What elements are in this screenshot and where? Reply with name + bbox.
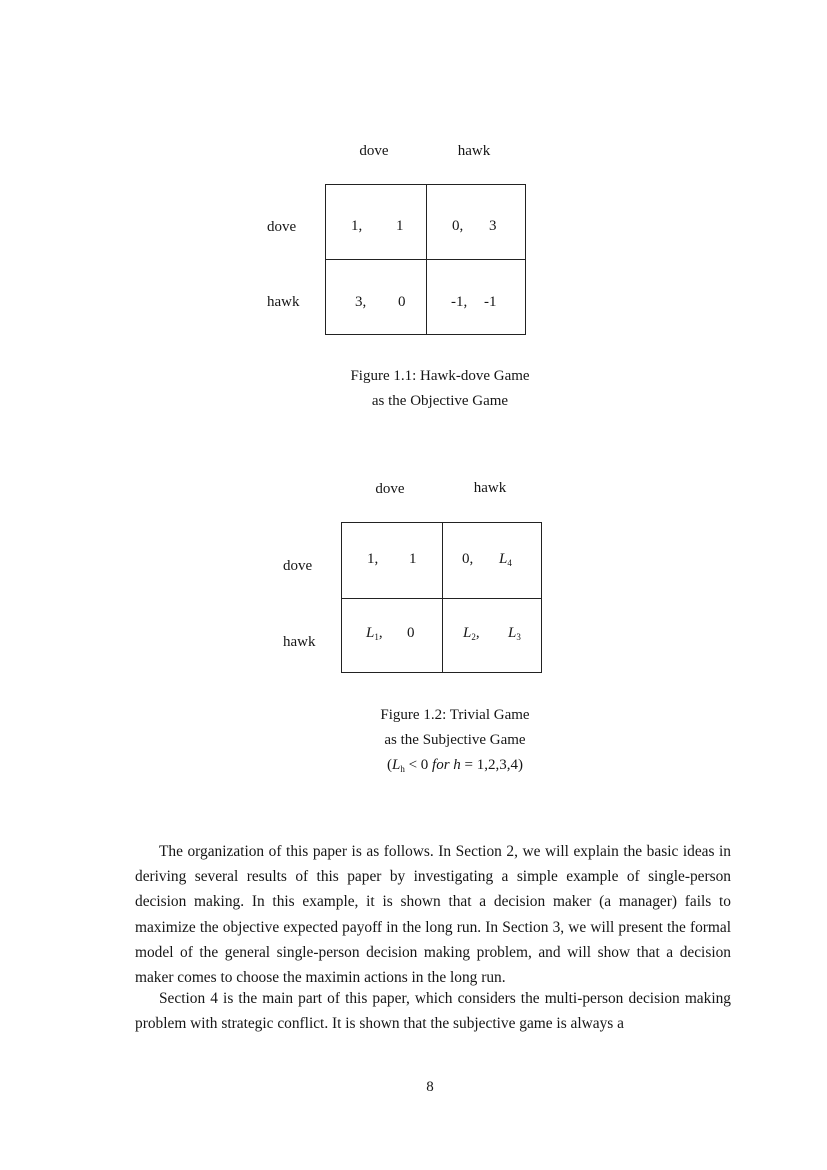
fig2-caption (305, 703, 605, 782)
body-paragraph-2 (135, 986, 731, 1036)
fig1-col-label-hawk: hawk (457, 143, 491, 159)
fig2-cell-dh-col-var: L (499, 551, 508, 567)
fig2-caption-line2: as the Subjective Game (384, 732, 526, 748)
fig2-cell-dh-row-payoff: 0, (462, 551, 474, 567)
fig1-cell-hh-row-payoff: -1, (451, 294, 468, 310)
fig2-cell-dd-row-payoff: 1, (367, 551, 379, 567)
fig1-col-label-dove: dove (359, 143, 389, 159)
body-paragraph-1 (135, 839, 731, 990)
fig2-cell-hd-row-comma: , (378, 625, 383, 641)
fig1-cell-hd-row-payoff: 3, (355, 294, 367, 310)
fig2-cell-dd-col-payoff: 1 (409, 551, 417, 567)
fig1-row-label-hawk: hawk (267, 294, 300, 310)
fig2-caption-line1: Figure 1.2: Trivial Game (380, 707, 530, 723)
fig2-cell-hh-row-comma: , (475, 625, 480, 641)
fig1-cell-hh-col-payoff: -1 (484, 294, 497, 310)
fig2-row-label-hawk: hawk (283, 634, 316, 650)
body-paragraph-2-text: Section 4 is the main part of this paper, which considers the multi-person decision making problem with strategic conflict. It is shown that the subjective game is always a (135, 990, 731, 1033)
fig2-col-label-hawk: hawk (473, 480, 507, 496)
fig1-cell-dh-col-payoff: 3 (489, 218, 497, 234)
body-paragraph-1-text: The organization of this paper is as follows. In Section 2, we will explain the basic ideas in deriving several results of this paper by investigating a simple example of single-person decision making. In this example, it is shown that a decision maker (a manager) fails to maximize the objective expected payoff in the long run. In Section 3, we will present the formal model of the general single-person decision making problem, and will show that a decision maker comes to choose the maximin actions in the long run. (135, 843, 731, 987)
fig2-caption-paren: ( (386, 757, 392, 773)
fig1-caption-line2: as the Objective Game (371, 393, 509, 409)
fig2-cell-dh-col-sub: 4 (507, 558, 512, 568)
fig2-cell-dh-col-payoff (499, 551, 512, 568)
fig2-cell-hd-row-payoff (366, 625, 383, 642)
fig1-caption (290, 364, 590, 414)
fig2-caption-h: h (449, 757, 461, 773)
fig2-cell-hh-col-payoff (508, 625, 521, 642)
fig1-row-label-dove: dove (267, 219, 297, 235)
fig2-payoff-matrix (341, 522, 542, 673)
fig2-cell-hd-row-var: L (366, 625, 375, 641)
fig2-matrix-hdivider (342, 598, 541, 599)
fig2-cell-hd-col-payoff: 0 (407, 625, 415, 641)
fig1-cell-hd-col-payoff: 0 (398, 294, 406, 310)
page-number: 8 (426, 1079, 434, 1095)
fig2-cell-hh-col-sub: 3 (516, 632, 521, 642)
fig1-payoff-matrix (325, 184, 526, 335)
fig2-caption-var: L (391, 757, 401, 773)
fig1-cell-dd-row-payoff: 1, (351, 218, 363, 234)
fig2-caption-relation: < 0 (404, 757, 433, 773)
fig1-matrix-hdivider (326, 259, 525, 260)
fig2-cell-hd-row-sub: 1 (374, 632, 379, 642)
fig2-cell-hh-row-sub: 2 (471, 632, 476, 642)
fig2-caption-var-sub: h (400, 764, 405, 774)
fig2-row-label-dove: dove (283, 558, 313, 574)
fig2-cell-hh-row-var: L (463, 625, 472, 641)
fig1-cell-dh-row-payoff: 0, (452, 218, 464, 234)
fig2-caption-line3 (305, 753, 605, 782)
fig1-cell-dd-col-payoff: 1 (396, 218, 404, 234)
fig2-cell-hh-col-var: L (508, 625, 517, 641)
fig1-caption-line1: Figure 1.1: Hawk-dove Game (350, 368, 530, 384)
fig2-caption-for: for (432, 757, 450, 773)
fig2-cell-hh-row-payoff (463, 625, 480, 642)
fig2-col-label-dove: dove (375, 481, 405, 497)
fig2-caption-range: = 1,2,3,4) (460, 757, 524, 773)
